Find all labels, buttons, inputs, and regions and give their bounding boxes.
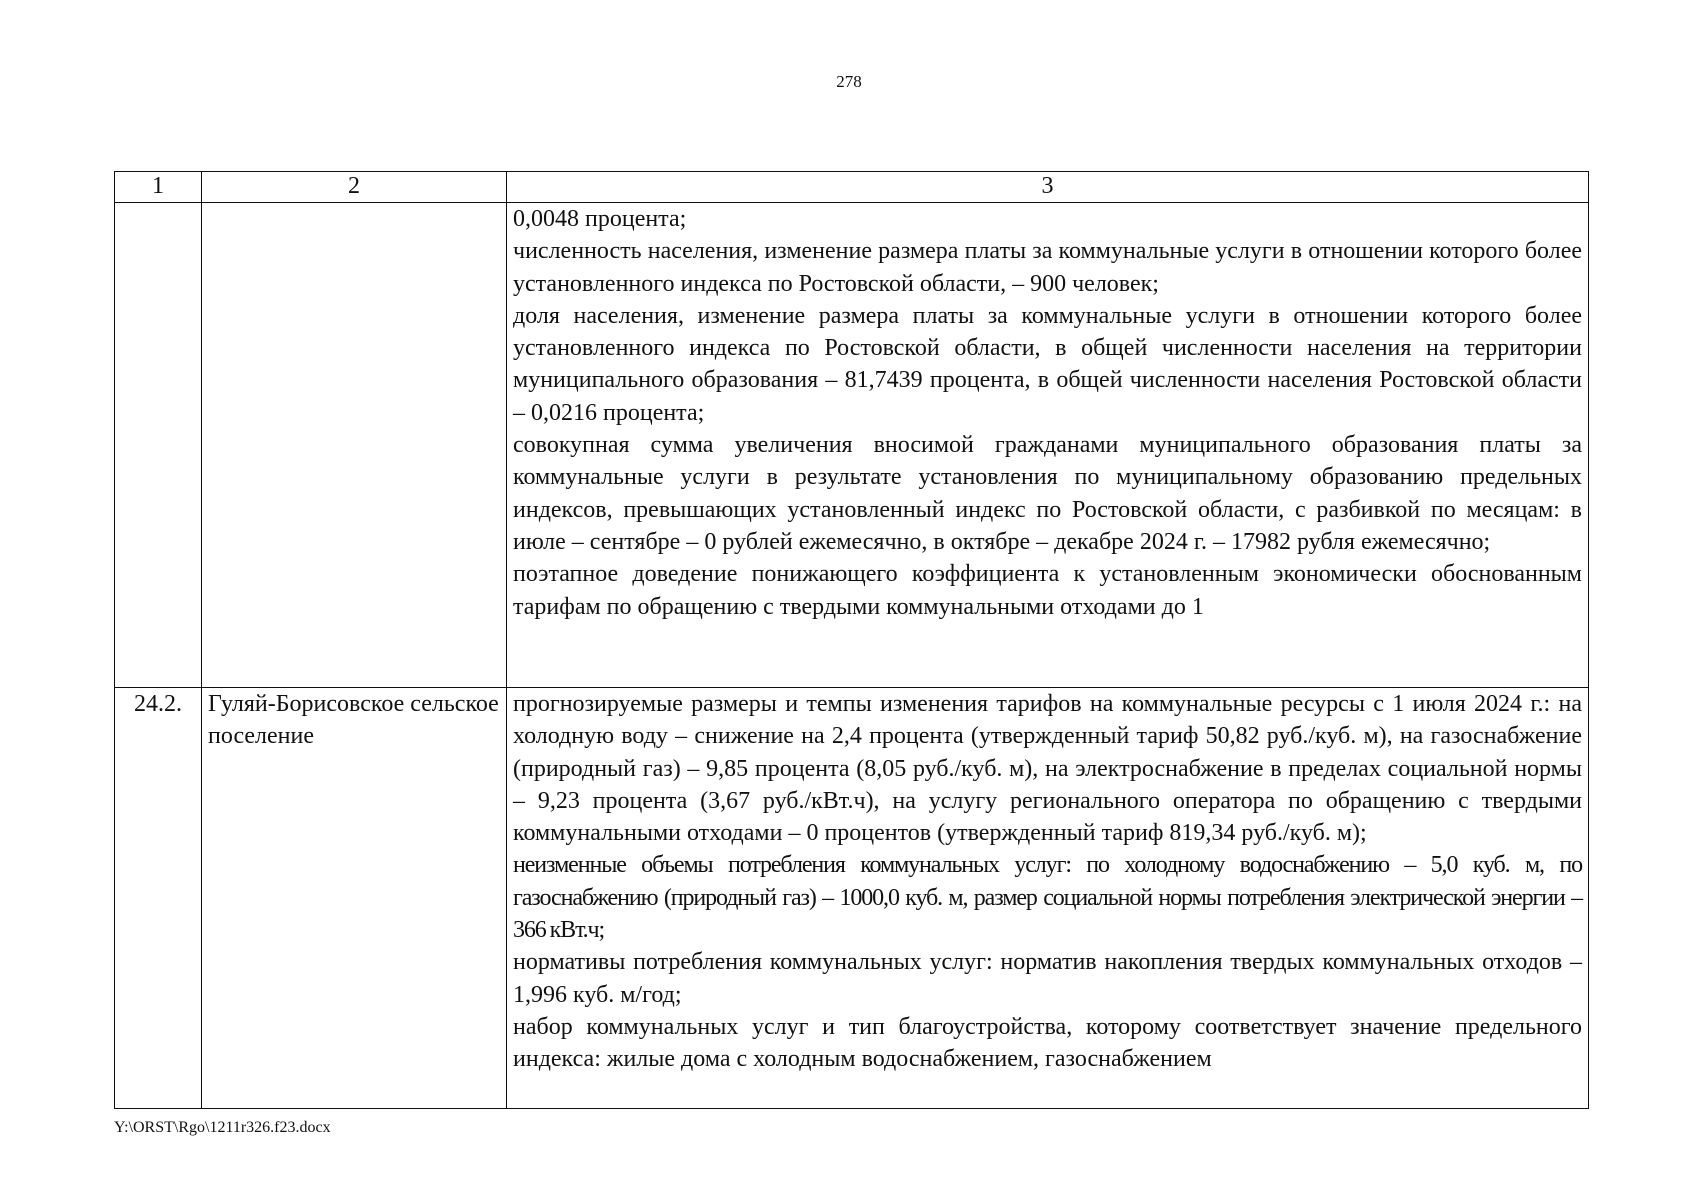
column-header-3: 3: [507, 172, 1589, 203]
description-cell: [507, 203, 1589, 688]
table-row: [115, 203, 1589, 688]
row-number-cell: [115, 203, 202, 688]
table-row: [115, 688, 1589, 1109]
document-table: [114, 171, 1589, 1109]
description-paragraph: доля населения, изменение размера платы за коммунальные услуги в отношении которого более установленного индекса по Ростовской области, в общей численности населения на территории муниципального образования – 81,7439 процента, в общей численности населения Ростовской области – 0,0216 процента;: [513, 302, 1582, 426]
column-header-2: 2: [202, 172, 507, 203]
description-paragraph: поэтапное доведение понижающего коэффициента к установленным экономически обоснованным тарифам по обращению с твердыми коммунальными отходами до 1: [513, 561, 1582, 620]
description-paragraph: численность населения, изменение размера платы за коммунальные услуги в отношении которого более установленного индекса по Ростовской области, – 900 человек;: [513, 238, 1582, 297]
description-paragraph: прогнозируемые размеры и темпы изменения тарифов на коммунальные ресурсы с 1 июля 2024 г.: на холодную воду – снижение на 2,4 процента (утвержденный тариф 50,82 руб./куб. м), на газоснабжение (природный газ) – 9,85 процента (8,05 руб./куб. м), на электроснабжение в пределах социальной нормы – 9,23 процента (3,67 руб./кВт.ч), на услугу регионального оператора по обращению с твердыми коммунальными отходами – 0 процентов (утвержденный тариф 819,34 руб./куб. м);: [513, 691, 1582, 847]
municipality-name-cell: [202, 203, 507, 688]
row-number-cell: 24.2.: [115, 688, 202, 1109]
column-header-1: 1: [115, 172, 202, 203]
description-paragraph: 0,0048 процента;: [513, 206, 687, 232]
page-number: 278: [836, 72, 862, 91]
description-cell: [507, 688, 1589, 1109]
table-header-row: [115, 172, 1589, 203]
municipality-name-cell: Гуляй-Борисовское сельское поселение: [202, 688, 507, 1109]
description-paragraph: совокупная сумма увеличения вносимой гражданами муниципального образования платы за коммунальные услуги в результате установления по муниципальному образованию предельных индексов, превышающих установленный индекс по Ростовской области, с разбивкой по месяцам: в июле – сентябре – 0 рублей ежемесячно, в октябре – декабре 2024 г. – 17982 рубля ежемесячно;: [513, 432, 1582, 555]
description-paragraph: нормативы потребления коммунальных услуг: норматив накопления твердых коммунальных отходов – 1,996 куб. м/год;: [513, 949, 1582, 1008]
description-paragraph: набор коммунальных услуг и тип благоустройства, которому соответствует значение предельного индекса: жилые дома с холодным водоснабжением, газоснабжением: [513, 1013, 1582, 1073]
description-paragraph: неизменные объемы потребления коммунальных услуг: по холодному водоснабжению – 5,0 куб. м, по газоснабжению (природный газ) – 1000,0 куб. м, размер социальной нормы потребления электрической энергии – 366 кВт.ч;: [513, 852, 1582, 944]
file-path-footer: Y:\ORST\Rgo\1211r326.f23.docx: [114, 1119, 331, 1136]
